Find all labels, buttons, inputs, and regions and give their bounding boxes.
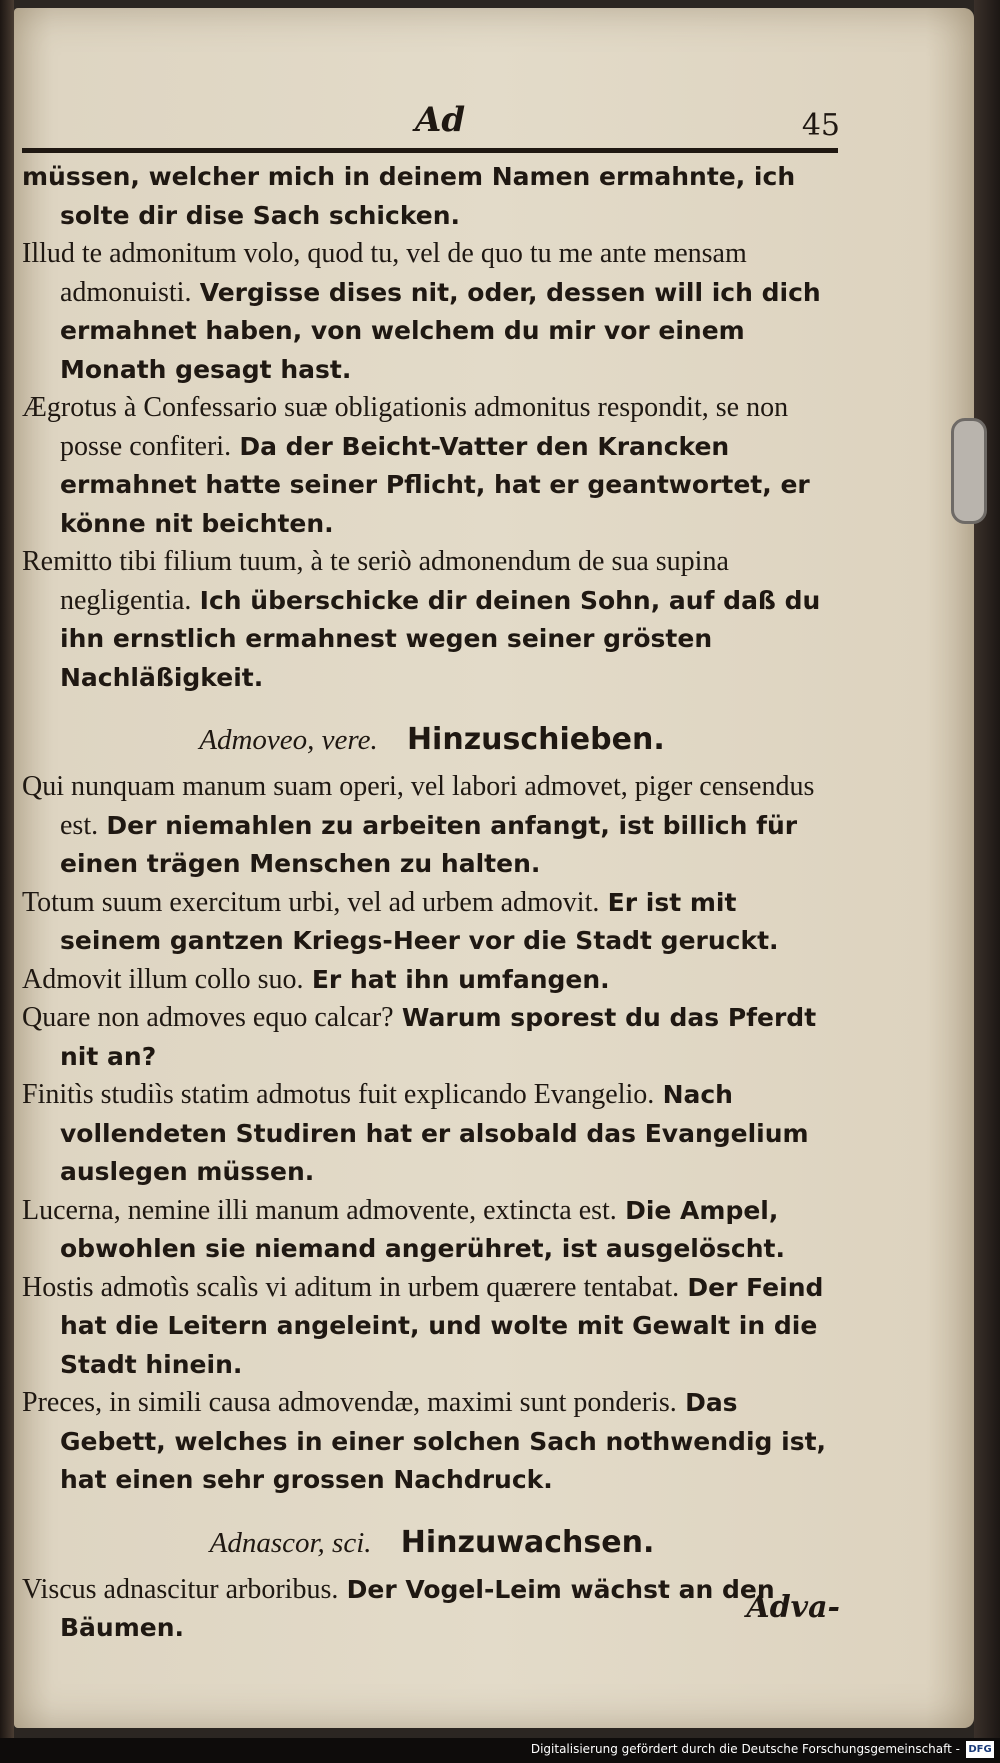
entry-german: Die Ampel, obwohlen sie niemand angerühret, ist ausgelöscht. — [60, 1195, 785, 1263]
section-heading-latin: Adnascor, sci. — [209, 1526, 372, 1559]
entries-adnascor — [22, 1571, 842, 1648]
catchword: Adva- — [746, 1590, 840, 1625]
page-tab-marker — [951, 418, 987, 524]
entry-german: Der Vogel-Leim wächst an den Bäumen. — [60, 1574, 775, 1642]
page-number: 45 — [801, 108, 840, 143]
entry-german: Der niemahlen zu arbeiten anfangt, ist billich für einen trägen Menschen zu halten. — [60, 810, 798, 878]
header-rule — [22, 148, 838, 153]
dictionary-entry — [22, 1269, 842, 1385]
dictionary-entry — [22, 1192, 842, 1269]
entry-latin: Quare non admoves equo calcar? — [22, 1002, 394, 1033]
entry-german: Vergisse dises nit, oder, dessen will ich dich ermahnet haben, von welchem du mir vor einem Monath gesagt hast. — [60, 277, 821, 384]
section-heading-german: Hinzuschieben. — [406, 722, 665, 757]
dfg-logo: DFG — [966, 1741, 994, 1758]
entry-german: Er hat ihn umfangen. — [311, 964, 610, 994]
entry-latin: Finitìs studiìs statim admotus fuit explicando Evangelio. — [22, 1079, 655, 1110]
entry-german: Das Gebett, welches in einer solchen Sach nothwendig ist, hat einen sehr grossen Nachdruck. — [60, 1388, 827, 1494]
header-headword: Ad — [415, 100, 466, 140]
entries-top — [22, 235, 842, 697]
dictionary-entry — [22, 543, 842, 697]
section-heading-admoveo — [22, 717, 842, 762]
dictionary-entry — [22, 1384, 842, 1500]
running-header — [20, 100, 840, 150]
entry-latin: Hostis admotìs scalìs vi aditum in urbem quærere tentabat. — [22, 1271, 680, 1303]
dictionary-entry — [22, 389, 842, 543]
section-heading-german: Hinzuwachsen. — [400, 1524, 655, 1560]
entry-latin: Remitto tibi filium tuum, à te seriò admonendum de sua supina negligentia. — [22, 546, 729, 616]
entries-admoveo — [22, 768, 842, 1500]
entry-german: Er ist mit seinem gantzen Kriegs-Heer vor die Stadt geruckt. — [60, 887, 779, 955]
entry-latin: Qui nunquam manum suam operi, vel labori admovet, piger censendus est. — [22, 771, 815, 841]
entry-latin: Totum suum exercitum urbi, vel ad urbem admovit. — [22, 886, 600, 918]
dictionary-entry — [22, 768, 842, 884]
section-heading-latin: Admoveo, vere. — [199, 724, 378, 756]
entry-german: Da der Beicht-Vatter den Krancken ermahnet hatte seiner Pflicht, hat er geantwortet, er könne nit beichten. — [60, 431, 810, 538]
dictionary-entry — [22, 235, 842, 389]
dictionary-entry — [22, 884, 842, 961]
continuation-text: müssen, welcher mich in deinem Namen ermahnte, ich solte dir dise Sach schicken. — [22, 162, 796, 230]
section-heading-adnascor — [22, 1520, 842, 1565]
entry-latin: Lucerna, nemine illi manum admovente, extincta est. — [22, 1194, 617, 1226]
dictionary-entry — [22, 999, 842, 1076]
page-content — [22, 158, 842, 1648]
entry-german: Ich überschicke dir deinen Sohn, auf daß du ihn ernstlich ermahnest wegen seiner grösten Nachläßigkeit. — [60, 585, 821, 692]
dictionary-entry — [22, 1571, 842, 1648]
digitization-footer — [0, 1738, 1000, 1763]
entry-german: Warum sporest du das Pferdt nit an? — [60, 1003, 817, 1071]
entry-german: Der Feind hat die Leitern angeleint, und wolte mit Gewalt in die Stadt hinein. — [60, 1272, 824, 1379]
entry-latin: Ægrotus à Confessario suæ obligationis admonitus respondit, se non posse confiteri. — [22, 392, 789, 462]
dictionary-entry — [22, 1076, 842, 1192]
entry-german: Nach vollendeten Studiren hat er alsobald das Evangelium auslegen müssen. — [60, 1080, 809, 1186]
entry-latin: Illud te admonitum volo, quod tu, vel de quo tu me ante mensam admonuisti. — [22, 238, 747, 308]
footer-credit: Digitalisierung gefördert durch die Deutsche Forschungsgemeinschaft - — [530, 1742, 960, 1756]
entry-latin: Preces, in simili causa admovendæ, maximi sunt ponderis. — [22, 1387, 677, 1418]
dictionary-entry — [22, 961, 842, 1000]
entry-latin: Admovit illum collo suo. — [22, 963, 304, 995]
book-right-edge — [974, 0, 1000, 1763]
entry-latin: Viscus adnascitur arboribus. — [22, 1573, 339, 1605]
book-spine-edge — [0, 0, 14, 1763]
